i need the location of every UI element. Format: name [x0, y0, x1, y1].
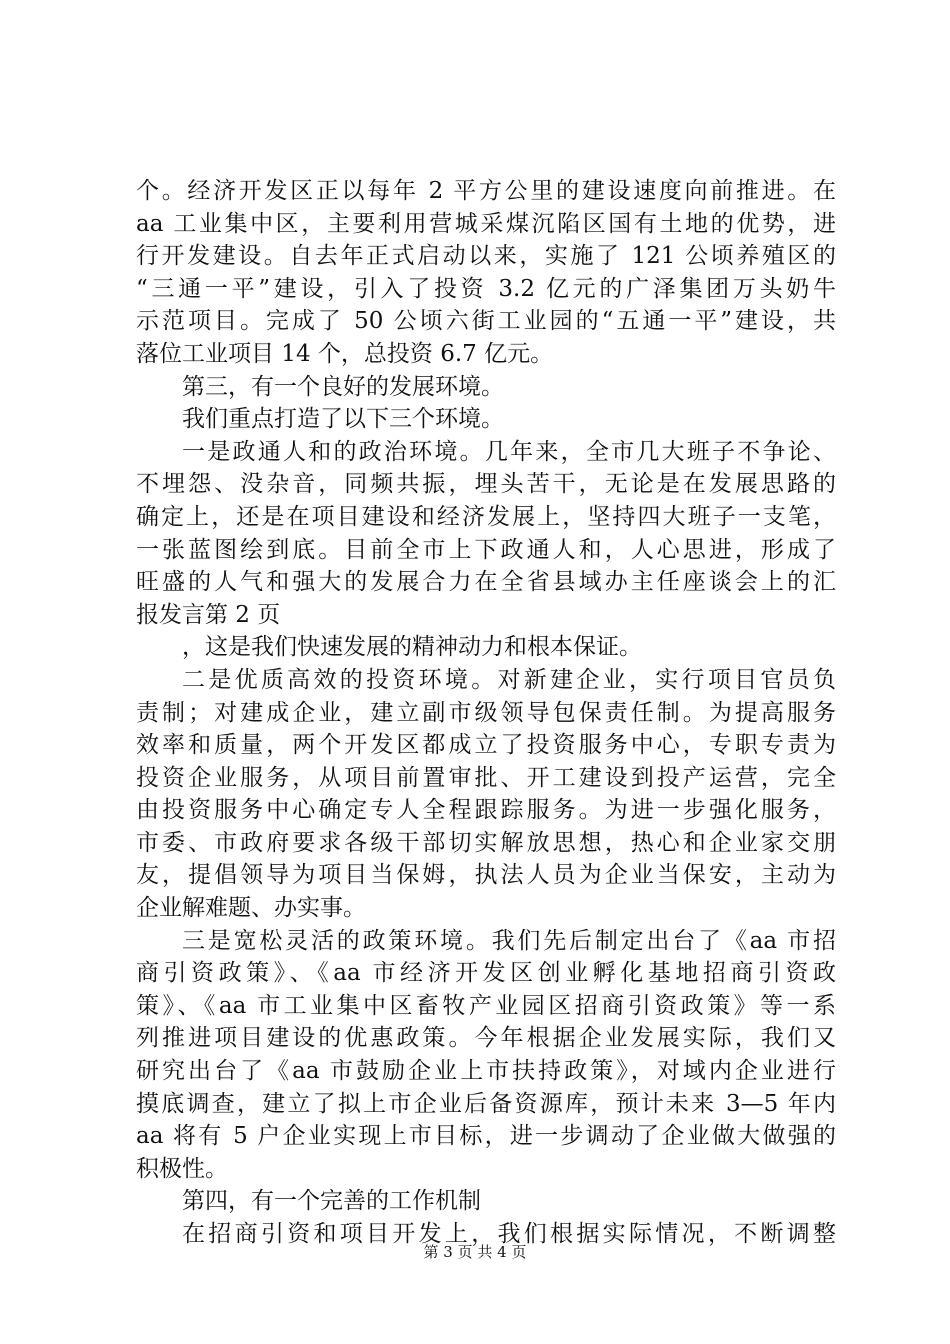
text-line: 不埋怨、没杂音，同频共振，埋头苦干，无论是在发展思路的 [136, 471, 836, 498]
text-line: 在招商引资和项目开发上，我们根据实际情况，不断调整 [182, 1221, 836, 1247]
text-line: “三通一平”建设，引入了投资 3.2 亿元的广泽集团万头奶牛 [136, 275, 836, 302]
text-line: aa 工业集中区，主要利用营城采煤沉陷区国有土地的优势，进 [136, 210, 836, 237]
text-line: 旺盛的人气和强大的发展合力在全省县域办主任座谈会上的汇 [136, 569, 836, 596]
text-line: 列推进项目建设的优惠政策。今年根据企业发展实际，我们又 [136, 1025, 836, 1052]
text-line: 二是优质高效的投资环境。对新建企业，实行项目官员负 [182, 666, 836, 693]
text-line: 确定上，还是在项目建设和经济发展上，坚持四大班子一支笔， [136, 503, 836, 530]
text-line: 落位工业项目 14 个，总投资 6.7 亿元。 [136, 340, 554, 367]
text-line: 一张蓝图绘到底。目前全市上下政通人和，人心思进，形成了 [136, 536, 836, 563]
text-line: 投资企业服务，从项目前置审批、开工建设到投产运营，完全 [136, 764, 836, 791]
text-line: aa 将有 5 户企业实现上市目标，进一步调动了企业做大做强的 [136, 1123, 836, 1150]
text-line: 策》、《aa 市工业集中区畜牧产业园区招商引资政策》等一系 [136, 992, 836, 1019]
text-line: 积极性。 [136, 1155, 228, 1182]
text-line: 企业解难题、办实事。 [136, 895, 366, 922]
text-line: ，这是我们快速发展的精神动力和根本保证。 [182, 634, 642, 661]
page-footer [0, 1242, 950, 1262]
section-heading: 第三，有一个良好的发展环境。 [182, 373, 504, 400]
text-line: 示范项目。完成了 50 公顷六街工业园的“五通一平”建设，共 [136, 308, 836, 335]
text-line: 我们重点打造了以下三个环境。 [182, 406, 504, 433]
page-number-label: 第 3 页 共 4 页 [423, 1243, 527, 1261]
text-line: 市委、市政府要求各级干部切实解放思想，热心和企业家交朋 [136, 829, 836, 856]
text-line: 一是政通人和的政治环境。几年来，全市几大班子不争论、 [182, 438, 836, 465]
text-line: 效率和质量，两个开发区都成立了投资服务中心，专职专责为 [136, 732, 836, 759]
section-heading: 第四，有一个完善的工作机制 [182, 1188, 481, 1215]
text-line: 责制；对建成企业，建立副市级领导包保责任制。为提高服务 [136, 699, 836, 726]
body-text [136, 175, 836, 1251]
text-line: 个。经济开发区正以每年 2 平方公里的建设速度向前推进。在 [136, 178, 836, 204]
text-line: 由投资服务中心确定专人全程跟踪服务。为进一步强化服务， [136, 797, 836, 824]
text-line: 行开发建设。自去年正式启动以来，实施了 121 公顷养殖区的 [136, 243, 836, 270]
text-line: 三是宽松灵活的政策环境。我们先后制定出台了《aa 市招 [182, 927, 836, 954]
text-line: 报发言第 2 页 [136, 601, 281, 628]
text-line: 友，提倡领导为项目当保姆，执法人员为企业当保安，主动为 [136, 862, 836, 889]
text-line: 研究出台了《aa 市鼓励企业上市扶持政策》，对域内企业进行 [136, 1058, 836, 1085]
text-line: 摸底调查，建立了拟上市企业后备资源库，预计未来 3—5 年内 [136, 1090, 836, 1117]
text-line: 商引资政策》、《aa 市经济开发区创业孵化基地招商引资政 [136, 960, 836, 987]
